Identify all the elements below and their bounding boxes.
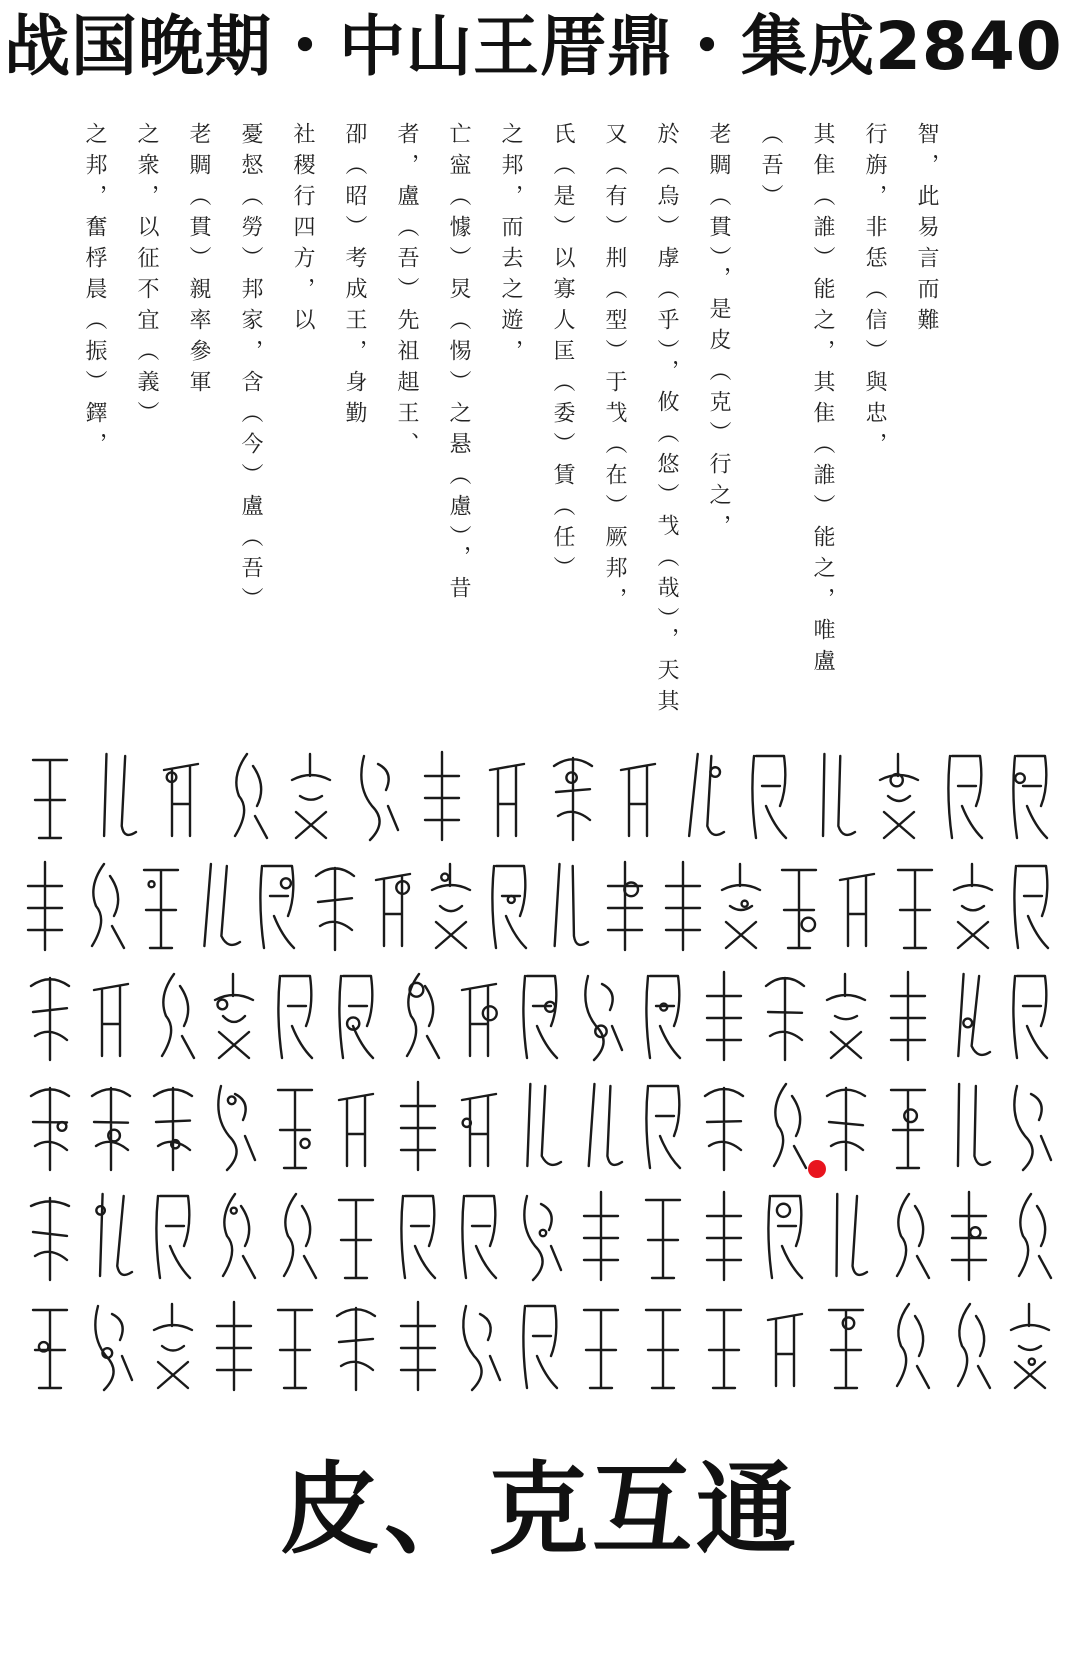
glyph-stroke-icon [144, 966, 202, 1066]
glyph-stroke-icon [327, 1186, 385, 1286]
glyph-stroke-icon [144, 1186, 202, 1286]
glyph-stroke-icon [21, 966, 79, 1066]
glyph-stroke-icon [306, 856, 364, 956]
glyph-stroke-icon [327, 1076, 385, 1176]
glyph-stroke-icon [940, 1296, 998, 1396]
glyph-stroke-icon [695, 1296, 753, 1396]
inscription-glyph [878, 960, 938, 1072]
glyph-stroke-icon [348, 746, 406, 846]
glyph-stroke-icon [695, 966, 753, 1066]
glyph-stroke-icon [327, 966, 385, 1066]
glyph-stroke-icon [756, 1296, 814, 1396]
inscription-glyph [633, 1180, 693, 1292]
glyph-stroke-icon [817, 1186, 875, 1286]
glyph-stroke-icon [82, 1076, 140, 1176]
inscription-glyph [878, 1070, 938, 1182]
glyph-stroke-icon [817, 1076, 875, 1176]
glyph-stroke-icon [74, 856, 132, 956]
inscription-glyph [477, 740, 537, 852]
inscription-glyph [939, 960, 999, 1072]
glyph-stroke-icon [205, 1076, 263, 1176]
inscription-glyph [1000, 960, 1060, 1072]
glyph-stroke-icon [21, 1186, 79, 1286]
glyph-stroke-icon [572, 1186, 630, 1286]
glyph-stroke-icon [1001, 1076, 1059, 1176]
glyph-row [20, 1290, 1060, 1402]
inscription-glyph [816, 1180, 876, 1292]
inscription-glyph [869, 740, 929, 852]
glyph-row [20, 850, 1060, 962]
red-marker-dot [808, 1160, 826, 1178]
glyph-stroke-icon [695, 1076, 753, 1176]
inscription-glyph [204, 960, 264, 1072]
glyph-stroke-icon [450, 1296, 508, 1396]
transcription-block [68, 122, 952, 722]
inscription-glyph [388, 1290, 448, 1402]
inscription-glyph [204, 1290, 264, 1402]
glyph-stroke-icon [21, 1076, 79, 1176]
inscription-glyph [739, 740, 799, 852]
glyph-stroke-icon [248, 856, 306, 956]
glyph-stroke-icon [940, 1186, 998, 1286]
inscription-glyph [712, 850, 770, 962]
inscription-glyph [510, 960, 570, 1072]
glyph-stroke-icon [132, 856, 190, 956]
inscription-glyph [74, 850, 132, 962]
inscription-glyph [143, 960, 203, 1072]
inscription-glyph [306, 850, 364, 962]
transcription-line: 行旃，非恁（信）與忠， [862, 122, 887, 463]
inscription-glyph [388, 1070, 448, 1182]
caption: 皮、克互通 [280, 1451, 800, 1568]
glyph-stroke-icon [389, 1186, 447, 1286]
inscription-glyph [878, 1290, 938, 1402]
inscription-glyph [633, 1290, 693, 1402]
glyph-stroke-icon [544, 746, 602, 846]
inscription-glyph [571, 960, 631, 1072]
inscription-glyph [151, 740, 211, 852]
inscription-glyph [449, 1180, 509, 1292]
glyph-stroke-icon [144, 1296, 202, 1396]
glyph-stroke-icon [82, 1186, 140, 1286]
inscription-glyph [816, 1290, 876, 1402]
glyph-row [20, 1180, 1060, 1292]
glyph-stroke-icon [205, 1186, 263, 1286]
inscription-glyph [755, 1290, 815, 1402]
inscription-glyph [596, 850, 654, 962]
transcription-line: 者，盧（吾）先祖趄王、 [394, 122, 419, 463]
inscription-glyph [265, 1180, 325, 1292]
inscription-glyph [944, 850, 1002, 962]
inscription-glyph [388, 960, 448, 1072]
inscription-glyph [132, 850, 190, 962]
inscription-glyph [828, 850, 886, 962]
inscription-glyph [143, 1180, 203, 1292]
inscription-glyph [326, 1290, 386, 1402]
inscription-glyph [571, 1180, 631, 1292]
inscription-glyph [412, 740, 472, 852]
transcription-line: 又（有）㓝（型）于𢦏（在）厥邦， [602, 122, 627, 618]
glyph-stroke-icon [712, 856, 770, 956]
inscription-glyph [248, 850, 306, 962]
inscription-glyph [265, 1290, 325, 1402]
inscription-glyph [935, 740, 995, 852]
inscription-glyph [81, 960, 141, 1072]
glyph-row [20, 1070, 1060, 1182]
inscription-glyph [81, 1290, 141, 1402]
glyph-stroke-icon [879, 1186, 937, 1286]
inscription-glyph [510, 1180, 570, 1292]
glyph-stroke-icon [879, 966, 937, 1066]
inscription-glyph [143, 1290, 203, 1402]
inscription-glyph [326, 1070, 386, 1182]
glyph-stroke-icon [886, 856, 944, 956]
inscription-glyph [878, 1180, 938, 1292]
inscription-glyph [204, 1180, 264, 1292]
glyph-stroke-icon [805, 746, 863, 846]
glyph-stroke-icon [572, 1296, 630, 1396]
inscription-glyph [364, 850, 422, 962]
inscription-glyph [510, 1290, 570, 1402]
inscription-glyph [449, 1070, 509, 1182]
glyph-stroke-icon [511, 966, 569, 1066]
glyph-stroke-icon [152, 746, 210, 846]
glyph-row [20, 740, 1060, 852]
inscription-glyph [608, 740, 668, 852]
inscription-glyph [1000, 1070, 1060, 1182]
glyph-stroke-icon [538, 856, 596, 956]
glyph-stroke-icon [82, 966, 140, 1066]
inscription-glyph [449, 960, 509, 1072]
glyph-stroke-icon [940, 966, 998, 1066]
inscription-rubbing [20, 740, 1060, 1400]
glyph-stroke-icon [879, 1076, 937, 1176]
glyph-stroke-icon [756, 966, 814, 1066]
inscription-glyph [20, 960, 80, 1072]
glyph-stroke-icon [756, 1186, 814, 1286]
glyph-stroke-icon [634, 1186, 692, 1286]
inscription-glyph [81, 1070, 141, 1182]
glyph-stroke-icon [1001, 966, 1059, 1066]
inscription-glyph [886, 850, 944, 962]
inscription-glyph [755, 1180, 815, 1292]
glyph-stroke-icon [511, 1186, 569, 1286]
inscription-glyph [755, 960, 815, 1072]
glyph-stroke-icon [266, 1296, 324, 1396]
glyph-stroke-icon [364, 856, 422, 956]
inscription-glyph [939, 1180, 999, 1292]
glyph-stroke-icon [413, 746, 471, 846]
glyph-stroke-icon [21, 1296, 79, 1396]
inscription-glyph [939, 1290, 999, 1402]
transcription-line: 憂惄（勞）邦家，含（今）盧（吾） [238, 122, 263, 618]
glyph-stroke-icon [82, 1296, 140, 1396]
glyph-stroke-icon [572, 966, 630, 1066]
inscription-glyph [1000, 1180, 1060, 1292]
inscription-glyph [204, 1070, 264, 1182]
glyph-stroke-icon [695, 1186, 753, 1286]
glyph-stroke-icon [1002, 856, 1060, 956]
inscription-glyph [326, 960, 386, 1072]
inscription-glyph [694, 1180, 754, 1292]
inscription-glyph [20, 1070, 80, 1182]
glyph-stroke-icon [596, 856, 654, 956]
glyph-stroke-icon [205, 1296, 263, 1396]
transcription-line: 老賙（貫），是皮（克）行之， [706, 122, 731, 545]
glyph-stroke-icon [674, 746, 732, 846]
inscription-glyph [816, 960, 876, 1072]
inscription-glyph [20, 1290, 80, 1402]
inscription-glyph [804, 740, 864, 852]
glyph-stroke-icon [770, 856, 828, 956]
transcription-line: 智，此易言而難 [914, 122, 939, 339]
inscription-glyph [939, 1070, 999, 1182]
glyph-stroke-icon [389, 1296, 447, 1396]
glyph-stroke-icon [266, 1076, 324, 1176]
glyph-stroke-icon [870, 746, 928, 846]
glyph-stroke-icon [389, 1076, 447, 1176]
inscription-glyph [538, 850, 596, 962]
glyph-stroke-icon [511, 1296, 569, 1396]
inscription-glyph [694, 960, 754, 1072]
inscription-glyph [16, 850, 74, 962]
glyph-stroke-icon [944, 856, 1002, 956]
glyph-stroke-icon [144, 1076, 202, 1176]
glyph-stroke-icon [86, 746, 144, 846]
inscription-glyph [190, 850, 248, 962]
glyph-stroke-icon [654, 856, 712, 956]
inscription-glyph [633, 960, 693, 1072]
glyph-stroke-icon [450, 1076, 508, 1176]
glyph-stroke-icon [511, 1076, 569, 1176]
inscription-glyph [543, 740, 603, 852]
inscription-glyph [694, 1070, 754, 1182]
inscription-glyph [216, 740, 276, 852]
glyph-stroke-icon [480, 856, 538, 956]
transcription-line: 卲（昭）考成王，身勤 [342, 122, 367, 432]
inscription-glyph [326, 1180, 386, 1292]
glyph-stroke-icon [422, 856, 480, 956]
glyph-stroke-icon [266, 966, 324, 1066]
glyph-stroke-icon [940, 1076, 998, 1176]
transcription-line: 其隹（誰）能之，其隹（誰）能之，唯盧（吾） [758, 122, 835, 680]
inscription-glyph [422, 850, 480, 962]
glyph-stroke-icon [1001, 746, 1059, 846]
glyph-stroke-icon [217, 746, 275, 846]
inscription-glyph [20, 1180, 80, 1292]
glyph-row [20, 960, 1060, 1072]
glyph-stroke-icon [936, 746, 994, 846]
page-title: 战国晚期・中山王厝鼎・集成2840 [4, 8, 1063, 85]
transcription-line: 社稷行四方，以 [290, 122, 315, 339]
transcription-line: 於（烏）虖（乎），攸（悠）𢦏（哉），天其 [654, 122, 679, 720]
glyph-stroke-icon [478, 746, 536, 846]
glyph-stroke-icon [16, 856, 74, 956]
inscription-glyph [770, 850, 828, 962]
inscription-glyph [1002, 850, 1060, 962]
inscription-glyph [633, 1070, 693, 1182]
glyph-stroke-icon [817, 1296, 875, 1396]
transcription-line: 之衆，以征不宜（義） [134, 122, 159, 432]
inscription-glyph [143, 1070, 203, 1182]
inscription-glyph [449, 1290, 509, 1402]
glyph-stroke-icon [879, 1296, 937, 1396]
glyph-stroke-icon [389, 966, 447, 1066]
glyph-stroke-icon [634, 1076, 692, 1176]
glyph-stroke-icon [266, 1186, 324, 1286]
glyph-stroke-icon [634, 1296, 692, 1396]
glyph-stroke-icon [740, 746, 798, 846]
glyph-stroke-icon [190, 856, 248, 956]
inscription-glyph [571, 1290, 631, 1402]
inscription-glyph [571, 1070, 631, 1182]
inscription-glyph [1000, 1290, 1060, 1402]
glyph-stroke-icon [1001, 1296, 1059, 1396]
inscription-glyph [755, 1070, 815, 1182]
transcription-line: 之邦，奮桴晨（振）鐸， [82, 122, 107, 463]
glyph-stroke-icon [21, 746, 79, 846]
inscription-glyph [694, 1290, 754, 1402]
glyph-stroke-icon [817, 966, 875, 1066]
glyph-stroke-icon [1001, 1186, 1059, 1286]
glyph-stroke-icon [572, 1076, 630, 1176]
transcription-line: 之邦，而去之遊， [498, 122, 523, 370]
inscription-glyph [673, 740, 733, 852]
glyph-stroke-icon [327, 1296, 385, 1396]
glyph-stroke-icon [450, 966, 508, 1066]
transcription-line: 亡寍（懅）炅（惕）之悬（慮），昔 [446, 122, 471, 607]
glyph-stroke-icon [205, 966, 263, 1066]
inscription-glyph [20, 740, 80, 852]
glyph-stroke-icon [609, 746, 667, 846]
glyph-stroke-icon [634, 966, 692, 1066]
transcription-line: 氏（是）以寡人匡（委）賃（任） [550, 122, 575, 587]
inscription-glyph [265, 1070, 325, 1182]
inscription-glyph [85, 740, 145, 852]
inscription-glyph [480, 850, 538, 962]
inscription-glyph [1000, 740, 1060, 852]
inscription-glyph [510, 1070, 570, 1182]
inscription-glyph [654, 850, 712, 962]
inscription-glyph [281, 740, 341, 852]
glyph-stroke-icon [282, 746, 340, 846]
glyph-stroke-icon [756, 1076, 814, 1176]
glyph-stroke-icon [828, 856, 886, 956]
inscription-glyph [81, 1180, 141, 1292]
transcription-line: 老賙（貫）親率參軍 [186, 122, 211, 401]
glyph-stroke-icon [450, 1186, 508, 1286]
inscription-glyph [347, 740, 407, 852]
inscription-glyph [388, 1180, 448, 1292]
inscription-glyph [265, 960, 325, 1072]
